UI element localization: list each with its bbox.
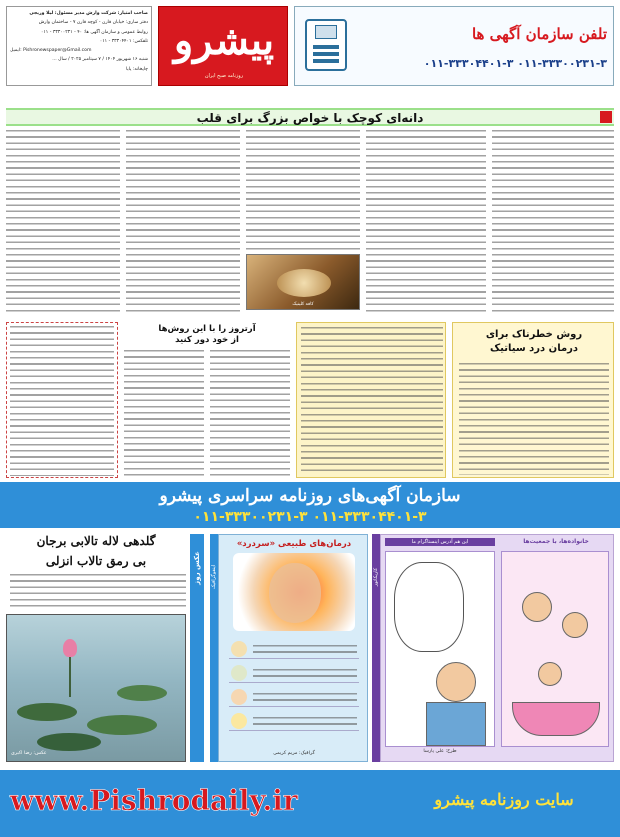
cartoon-container	[380, 534, 614, 762]
phone-label: تلفن سازمان آگهی ها	[471, 25, 607, 43]
family-figure	[562, 612, 588, 638]
phone-block	[294, 6, 614, 86]
photo-side-label: عکس روز	[193, 551, 201, 585]
infographic-side-tab	[210, 534, 218, 762]
cartoon-credit: طرح: علی پارسا	[423, 749, 457, 754]
arthritis-subhead: از خود دور کنید	[175, 335, 239, 345]
seed-illustration	[277, 269, 331, 297]
person-figure	[436, 662, 476, 702]
infographic-title: درمان‌های طبیعی «سردرد»	[236, 539, 352, 549]
head-silhouette	[269, 563, 321, 623]
lotus-leaf	[17, 703, 77, 721]
person-body	[426, 702, 486, 746]
lotus-leaf	[117, 685, 167, 701]
cartoon-side-label-text: کاریکاتور	[373, 567, 379, 587]
family-figure	[538, 662, 562, 686]
footer-site-label: سایت روزنامه پیشرو	[434, 790, 574, 809]
photo-credit: عکس: رضا اکبری	[11, 751, 47, 756]
lotus-stem	[69, 657, 71, 697]
remedy-list	[225, 635, 363, 753]
footer-bar	[0, 770, 620, 837]
remedy-item	[229, 663, 359, 683]
phone-numbers: ۰۱۱-۳۳۳۰۰۲۳۱-۳ ۰۱۱-۳۳۳۰۴۴۰۱-۳	[423, 57, 607, 70]
footer-url[interactable]: www.Pishrodaily.ir	[10, 784, 298, 817]
remedy-item	[229, 639, 359, 659]
photo-side-tab	[190, 534, 204, 762]
info-line: روابط عمومی و سازمان آگهی ها: ۴۰ - ۳۳۳۰۰۲۳۱ - ۰۱۱	[40, 29, 148, 35]
cartoon-title-right: این هم آدرس اینستاگرام ما	[385, 538, 495, 546]
remedy-item	[229, 687, 359, 707]
sciatica-subhead: درمان درد سیاتیک	[489, 343, 579, 354]
cartoon-illustration-right	[501, 551, 609, 747]
photo-headline: گلدهی لاله تالابی برجان	[36, 534, 156, 548]
speech-bubble	[394, 562, 464, 652]
article-sciatica	[452, 322, 614, 478]
image-caption: کافه کلینیک	[292, 302, 314, 307]
info-line: ایمیل: Pishronewspaper@Gmail.com	[10, 48, 92, 54]
cartoon-illustration-left	[385, 551, 495, 747]
remedy-item	[229, 711, 359, 731]
lotus-leaf	[37, 733, 101, 751]
family-figure	[522, 592, 552, 622]
info-line: شنبه ۱۶ شهریور ۱۴۰۴ / ۷ سپتامبر ۲۰۲۵ / سال ...	[52, 57, 148, 63]
fax-icon	[305, 19, 347, 71]
article-yellow-box	[296, 322, 446, 478]
cartoon-title-left: خانواده‌ها، با جمعیت‌ها	[523, 538, 589, 545]
infographic-footer: گرافیک: مریم کریمی	[273, 751, 315, 756]
infographic-side-label: اینفوگرافیک	[211, 564, 217, 590]
pram	[512, 702, 600, 736]
info-line: صاحب امتیاز: شرکت وارش مدیر مسئول: لیلا وریجی	[29, 11, 148, 16]
cartoon-side-tab	[372, 534, 380, 762]
ad-banner-phones: ۰۱۱-۳۳۳۰۴۴۰۱-۳ ۰۱۱-۳۳۳۰۰۲۳۱-۳	[193, 509, 427, 525]
main-headline: دانه‌ای کوچک با خواص بزرگ برای قلب	[196, 111, 424, 125]
lotus-leaf	[87, 715, 157, 735]
remedy-icon	[231, 689, 247, 705]
lotus-flower	[63, 639, 77, 657]
infographic-container	[218, 534, 368, 762]
info-line: تلفکس: ۳۳۳۰۴۴۰۱ - ۰۱۱	[99, 38, 148, 44]
remedy-icon	[231, 713, 247, 729]
section-marker	[600, 111, 612, 123]
logo: پیشرو	[173, 17, 275, 64]
sciatica-headline: روش خطرناک برای	[485, 329, 583, 340]
logo-block	[158, 6, 288, 86]
ad-banner	[0, 482, 620, 528]
arthritis-headline: آرتروز را با این روش‌ها	[158, 324, 256, 334]
headache-illustration	[233, 553, 355, 631]
info-line: دفتر ساری: خیابان قارن - کوچه قارن ۷ - ساختمان وارش	[38, 20, 148, 26]
article-arthritis	[124, 322, 290, 478]
ad-banner-title: سازمان آگهی‌های روزنامه سراسری پیشرو	[159, 486, 461, 506]
main-headline-bar	[6, 108, 614, 126]
photo-story	[6, 534, 204, 762]
publisher-info	[6, 6, 152, 86]
logo-subtitle: روزنامه صبح ایران	[204, 73, 244, 79]
remedy-icon	[231, 665, 247, 681]
article-columns-top	[6, 130, 614, 316]
photo-subhead: بی رمق تالاب انزلی	[45, 554, 147, 568]
info-line: چاپخانه: پایا	[126, 66, 148, 72]
masthead	[0, 0, 620, 90]
lotus-photo	[6, 614, 186, 762]
article-left-box	[6, 322, 118, 478]
remedy-icon	[231, 641, 247, 657]
